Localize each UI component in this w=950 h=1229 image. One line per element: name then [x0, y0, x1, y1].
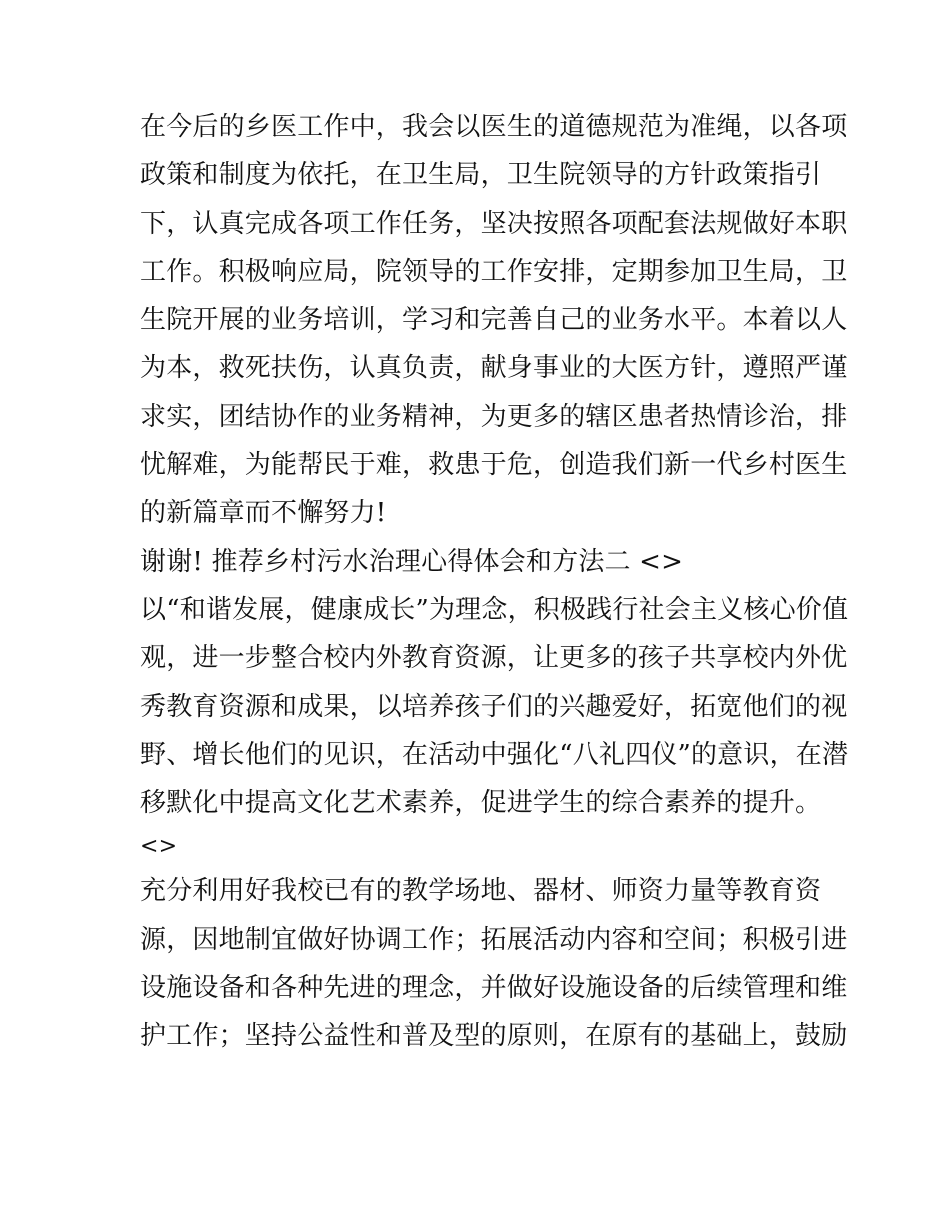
text-line: 工作。积极响应局，院领导的工作安排，定期参加卫生局，卫 [140, 256, 848, 287]
text-line: 在今后的乡医工作中，我会以医生的道德规范为准绳，以各项 [140, 112, 848, 142]
text-line: 野、增长他们的见识，在活动中强化“八礼四仪”的意识，在潜 [140, 739, 849, 770]
text-line: 政策和制度为依托，在卫生局，卫生院领导的方针政策指引 [140, 160, 822, 191]
text-line: 的新篇章而不懈努力! [140, 498, 387, 529]
text-line: 源，因地制宜做好协调工作；拓展活动内容和空间；积极引进 [140, 924, 848, 955]
text-line: 移默化中提高文化艺术素养，促进学生的综合素养的提升。 [140, 788, 822, 819]
text-line: 秀教育资源和成果，以培养孩子们的兴趣爱好，拓宽他们的视 [140, 691, 848, 722]
text-line: 充分利用好我校已有的教学场地、器材、师资力量等教育资 [140, 876, 822, 907]
paragraph-1 [140, 103, 848, 538]
text-line: 护工作；坚持公益性和普及型的原则，在原有的基础上，鼓励 [140, 1021, 848, 1052]
text-line: 下，认真完成各项工作任务，坚决按照各项配套法规做好本职 [140, 208, 848, 239]
paragraph-2 [140, 586, 849, 827]
text-line: 以“和谐发展，健康成长”为理念，积极践行社会主义核心价值 [140, 594, 849, 625]
section-heading: 谢谢! 推荐乡村污水治理心得体会和方法二 <> [140, 546, 684, 577]
document-page [140, 103, 849, 1061]
text-line: 生院开展的业务培训，学习和完善自己的业务水平。本着以人 [140, 305, 848, 336]
text-line: 设施设备和各种先进的理念，并做好设施设备的后续管理和维 [140, 973, 848, 1004]
separator-mark: <> [140, 834, 178, 860]
text-line: 忧解难，为能帮民于难，救患于危，创造我们新一代乡村医生 [140, 450, 848, 481]
text-line: 求实，团结协作的业务精神，为更多的辖区患者热情诊治，排 [140, 401, 848, 432]
text-line: 为本，救死扶伤，认真负责，献身事业的大医方针，遵照严谨 [140, 353, 848, 384]
paragraph-3 [140, 867, 848, 1060]
text-line: 观，进一步整合校内外教育资源，让更多的孩子共享校内外优 [140, 643, 848, 674]
